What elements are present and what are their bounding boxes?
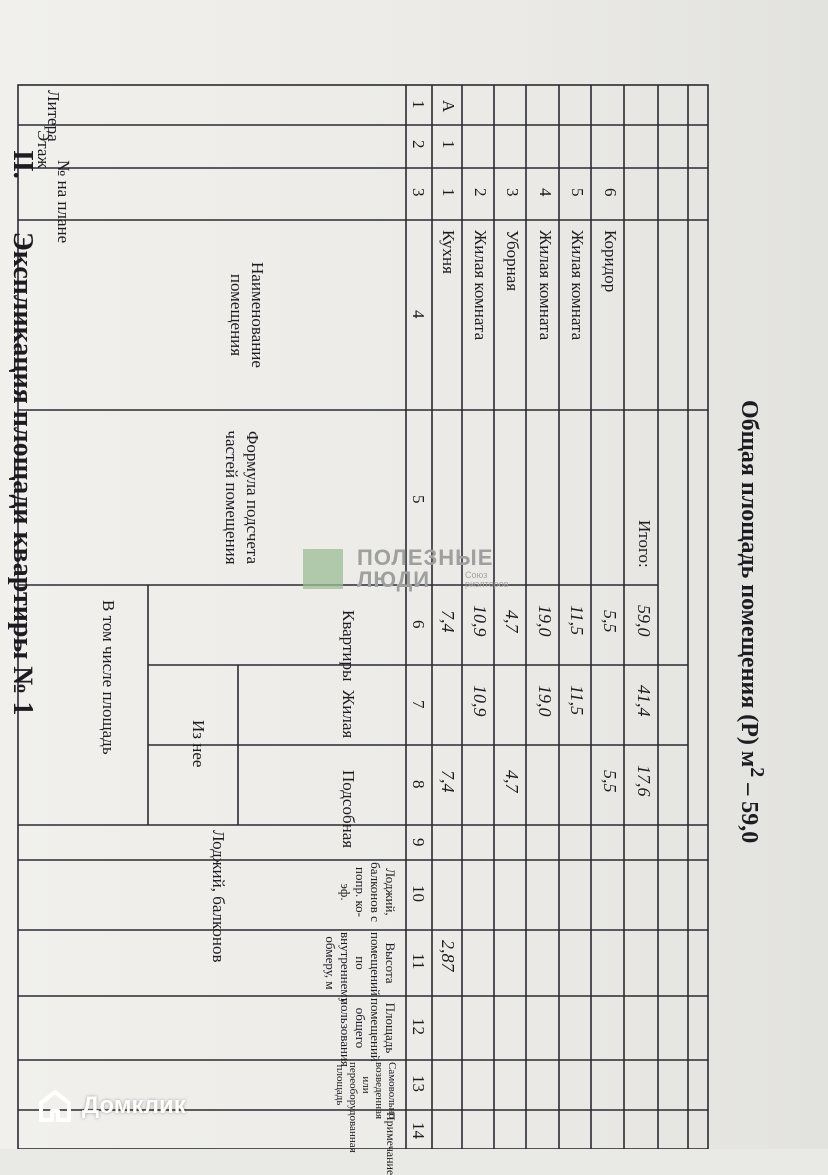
row-zhilaya: 10,9	[470, 685, 490, 717]
header-no-na-plane: № на плане	[54, 160, 73, 244]
row-vysota: 2,87	[438, 940, 458, 972]
row-zhilaya: 19,0	[535, 685, 555, 717]
row-name: Кухня	[439, 230, 458, 274]
column-number: 5	[409, 495, 428, 504]
row-podsobnaya: 4,7	[502, 770, 522, 793]
watermark-logo	[303, 545, 523, 595]
column-number: 12	[409, 1018, 428, 1035]
header-zhilaya: Жилая	[339, 690, 358, 739]
row-no: 6	[601, 188, 620, 197]
column-number: 9	[409, 838, 428, 847]
header-iz-nee: Из нее	[189, 720, 208, 768]
totals-zhilaya: 41,4	[634, 685, 654, 717]
row-name: Уборная	[503, 230, 522, 292]
column-number: 11	[409, 953, 428, 970]
house-icon	[38, 1089, 72, 1123]
column-number: 3	[409, 188, 428, 197]
header-lodzhii: Лоджий, балконов	[209, 830, 228, 963]
row-no: 3	[503, 188, 522, 197]
column-number: 14	[409, 1122, 428, 1139]
row-zhilaya: 11,5	[567, 685, 587, 716]
row-name: Жилая комната	[536, 230, 555, 341]
header-samovolno: Самовольно возведенная или переоборудованная площадь	[334, 1062, 398, 1153]
column-number: 7	[409, 700, 428, 709]
total-area-suffix: – 59,0	[736, 777, 762, 844]
total-area-sup: 2	[746, 767, 768, 778]
totals-podsobnaya: 17,6	[634, 765, 654, 797]
row-name: Коридор	[601, 230, 620, 293]
row-no: 2	[471, 188, 490, 197]
column-number: 10	[409, 885, 428, 902]
column-number: 8	[409, 780, 428, 789]
row-kvartiry: 4,7	[502, 610, 522, 633]
row-no: 1	[439, 188, 458, 197]
column-number: 13	[409, 1075, 428, 1092]
row-etazh: 1	[439, 140, 458, 149]
watermark-line1: ПОЛЕЗНЫЕ	[357, 545, 494, 570]
watermark-line2: ЛЮДИ	[357, 567, 431, 592]
row-kvartiry: 19,0	[535, 605, 555, 637]
total-area-line	[735, 400, 768, 843]
column-number: 1	[409, 100, 428, 109]
column-number: 2	[409, 140, 428, 149]
totals-label: Итого:	[635, 520, 654, 568]
row-litera: А	[439, 100, 458, 113]
header-v-tom-chisle: В том числе площадь	[99, 600, 118, 755]
column-number: 6	[409, 620, 428, 629]
header-naimenovanie: Наименование помещения	[227, 262, 267, 368]
row-podsobnaya: 7,4	[438, 770, 458, 793]
row-podsobnaya: 5,5	[600, 770, 620, 793]
header-lodzhii-koef: Лоджий, балконов с попр. ко-эф.	[338, 862, 398, 922]
row-kvartiry: 10,9	[470, 605, 490, 637]
row-no: 4	[536, 188, 555, 197]
row-kvartiry: 5,5	[600, 610, 620, 633]
watermark-square-icon	[303, 549, 343, 589]
header-formula: Формула подсчета частей помещения	[222, 430, 262, 565]
header-vysota: Высота помещений по внутреннему обмеру, м	[323, 932, 398, 1005]
brand-name: Домклик	[82, 1092, 186, 1119]
row-no: 5	[568, 188, 587, 197]
column-number: 4	[409, 310, 428, 319]
header-litera: Литера	[44, 90, 63, 142]
header-kvartiry: Квартиры	[339, 610, 358, 682]
watermark-sub: Союз риэлторов	[465, 570, 509, 589]
title-text: Экспликация площади квартиры № 1	[7, 231, 38, 716]
document-title	[6, 150, 38, 1150]
row-kvartiry: 11,5	[567, 605, 587, 636]
header-podsobnaya: Подсобная	[339, 770, 358, 849]
header-etazh: Этаж	[34, 130, 53, 169]
row-name: Жилая комната	[568, 230, 587, 341]
row-kvartiry: 7,4	[438, 610, 458, 633]
total-area-prefix: Общая площадь помещения (Р) м	[736, 400, 762, 768]
header-obshchego: Площадь помещений общего пользования	[338, 998, 398, 1067]
header-primechanie: Примечание	[384, 1112, 398, 1175]
totals-kvartiry: 59,0	[634, 605, 654, 637]
section-number: II.	[7, 150, 38, 179]
row-name: Жилая комната	[471, 230, 490, 341]
